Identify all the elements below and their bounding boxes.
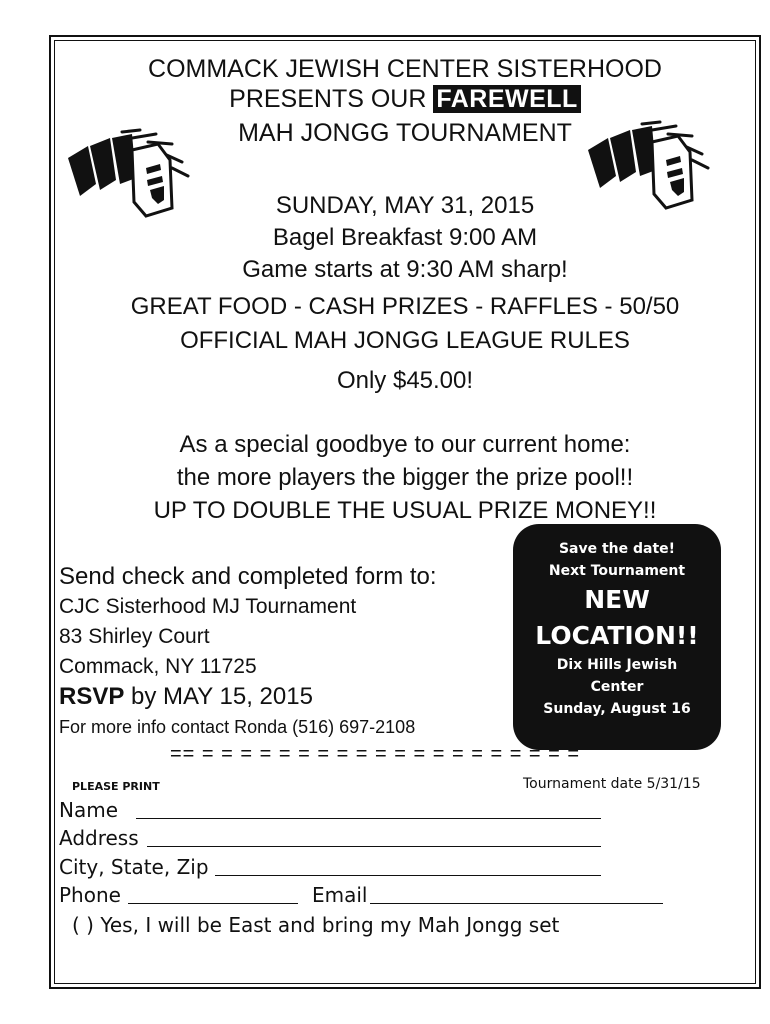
mailing-title: Send check and completed form to: [59, 563, 437, 590]
cut-divider: == = = = = = = = = = = = = = = = = = = = = [170, 743, 581, 765]
contact-info: For more info contact Ronda (516) 697-2108 [59, 717, 416, 737]
email-label: Email [312, 883, 368, 907]
event-breakfast: Bagel Breakfast 9:00 AM [272, 224, 538, 251]
mailing-street: 83 Shirley Court [59, 625, 210, 648]
farewell-highlight: FAREWELL [433, 85, 581, 113]
rsvp-line [59, 683, 313, 711]
event-features: GREAT FOOD - CASH PRIZES - RAFFLES - 50/50 [130, 293, 680, 320]
badge-line-2: Next Tournament [548, 563, 686, 579]
please-print-label: PLEASE PRINT [72, 780, 160, 793]
rsvp-date: by MAY 15, 2015 [124, 683, 313, 710]
phone-field[interactable] [128, 903, 298, 904]
mailing-city: Commack, NY 11725 [59, 655, 257, 678]
badge-line-7: Sunday, August 16 [543, 701, 691, 717]
name-label: Name [59, 798, 119, 822]
header-line-1: COMMACK JEWISH CENTER SISTERHOOD [148, 55, 662, 83]
rsvp-bold: RSVP [59, 683, 125, 710]
address-field[interactable] [147, 846, 601, 847]
event-start: Game starts at 9:30 AM sharp! [242, 256, 568, 283]
phone-label: Phone [59, 883, 121, 907]
city-state-zip-field[interactable] [215, 875, 601, 876]
event-rules: OFFICIAL MAH JONGG LEAGUE RULES [180, 327, 630, 354]
goodbye-line-1: As a special goodbye to our current home: [179, 431, 631, 458]
badge-line-4: LOCATION!! [535, 621, 699, 650]
badge-line-3: NEW [584, 585, 650, 614]
save-the-date-badge [513, 524, 721, 750]
email-field[interactable] [370, 903, 663, 904]
east-checkbox-option[interactable]: ( ) Yes, I will be East and bring my Mah Jongg set [72, 913, 560, 937]
event-price: Only $45.00! [336, 367, 474, 394]
city-state-zip-label: City, State, Zip [59, 855, 209, 879]
name-field[interactable] [136, 818, 601, 819]
event-date: SUNDAY, MAY 31, 2015 [275, 192, 535, 219]
mailing-name: CJC Sisterhood MJ Tournament [59, 595, 357, 618]
badge-line-6: Center [590, 679, 644, 695]
tournament-date-label: Tournament date 5/31/15 [523, 776, 701, 792]
header-line-3: MAH JONGG TOURNAMENT [238, 119, 572, 147]
goodbye-line-2: the more players the bigger the prize pool!! [176, 464, 634, 491]
address-label: Address [59, 826, 139, 850]
header-line-2-prefix: PRESENTS OUR [229, 85, 434, 113]
badge-line-5: Dix Hills Jewish [556, 657, 678, 673]
badge-line-1: Save the date! [558, 541, 676, 557]
header-line-2 [54, 84, 756, 114]
goodbye-line-3: UP TO DOUBLE THE USUAL PRIZE MONEY!! [153, 497, 657, 524]
